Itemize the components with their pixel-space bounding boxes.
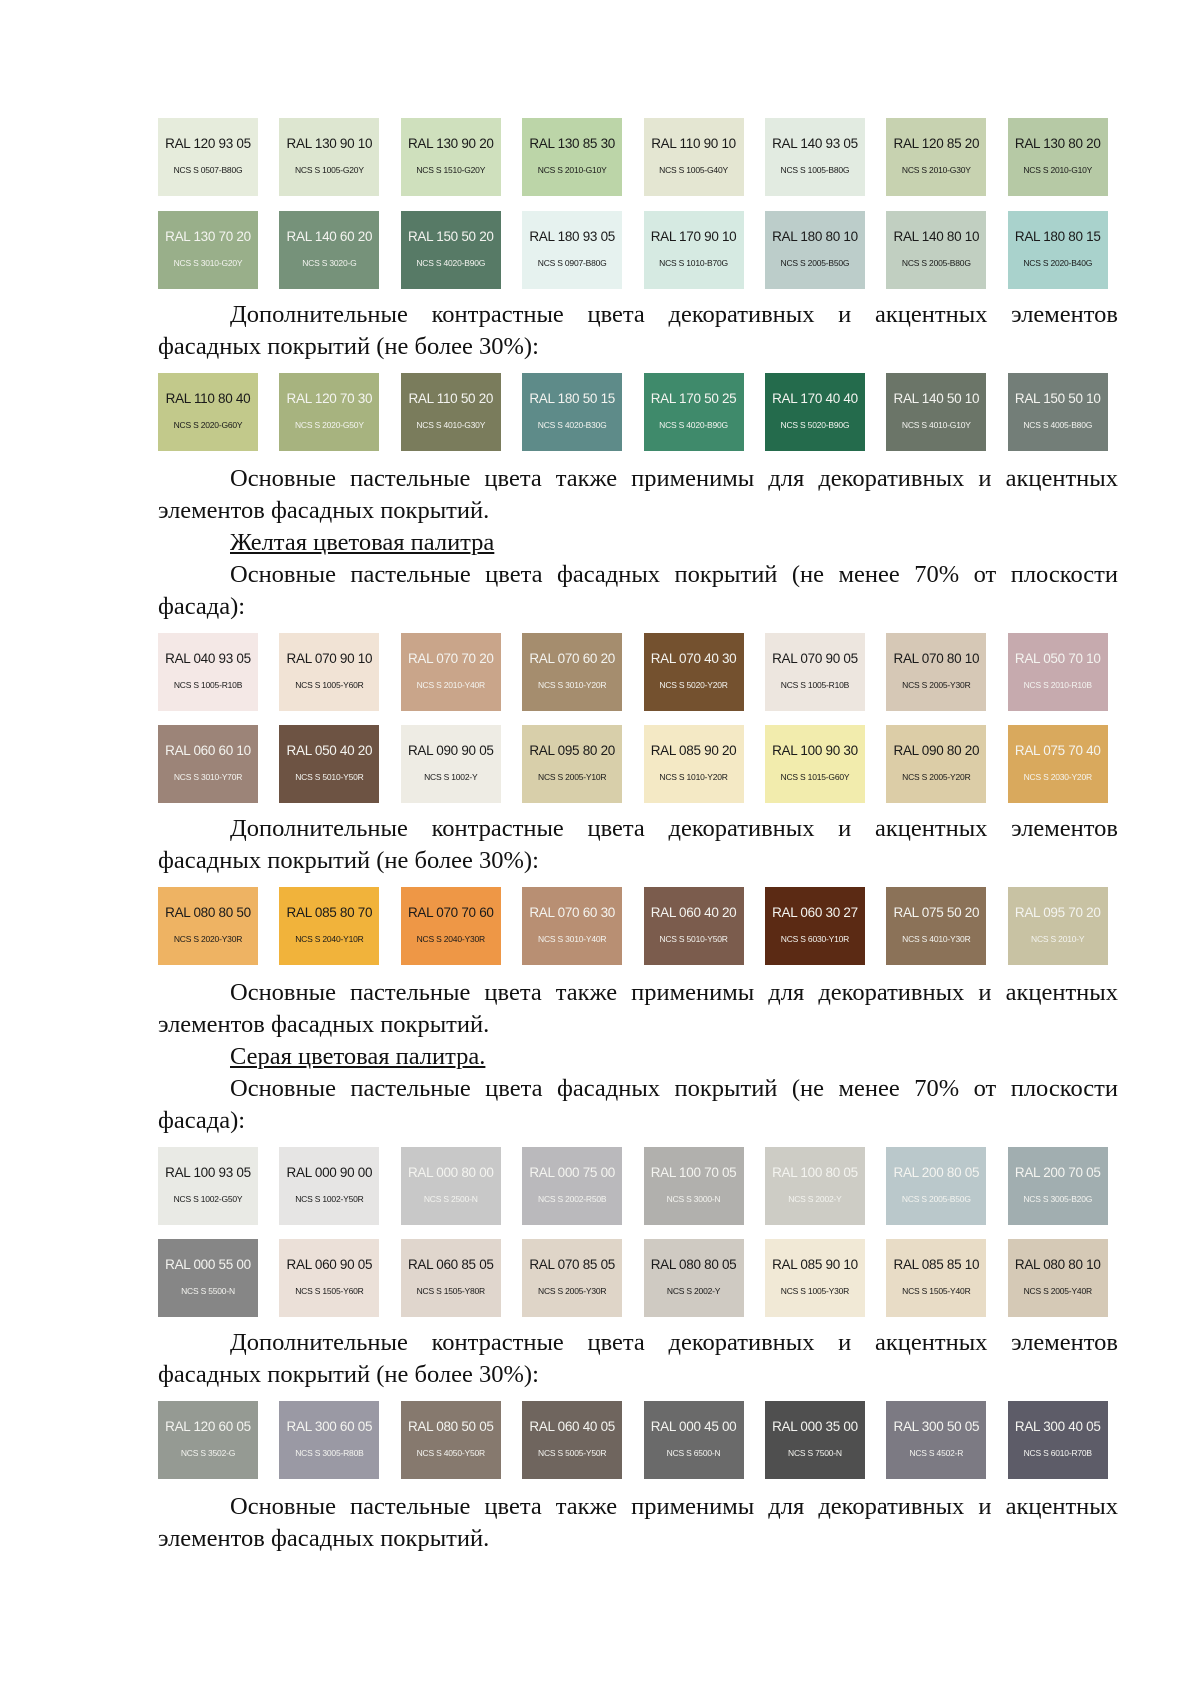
ral-code: RAL 070 60 30 — [529, 905, 615, 920]
ncs-code: NCS S 6010-R70B — [1023, 1448, 1092, 1458]
ral-code: RAL 060 30 27 — [772, 905, 858, 920]
ncs-code: NCS S 2002-R50B — [538, 1194, 607, 1204]
color-swatch — [644, 633, 744, 711]
ral-code: RAL 200 70 05 — [1014, 1165, 1101, 1180]
ncs-code: NCS S 3010-Y20R — [538, 680, 607, 690]
ral-code: RAL 120 93 05 — [165, 136, 251, 151]
ral-code: RAL 090 90 05 — [407, 743, 494, 758]
pastel-note: Основные пастельные цвета также применимы для декоративных и акцентных элементов фасадных покрытий. — [158, 465, 1118, 524]
ncs-code: NCS S 2040-Y10R — [295, 934, 364, 944]
ncs-code: NCS S 2005-Y30R — [538, 1286, 607, 1296]
ral-code: RAL 100 80 05 — [772, 1165, 858, 1180]
color-swatch — [765, 373, 865, 451]
ncs-code: NCS S 3502-G — [180, 1448, 236, 1458]
ncs-code: NCS S 1005-B80G — [780, 165, 850, 175]
color-swatch — [158, 633, 258, 711]
ral-code: RAL 060 85 05 — [407, 1257, 494, 1272]
ral-code: RAL 180 80 15 — [1014, 229, 1101, 244]
extra-colors-text: Дополнительные контрастные цвета декоративных и акцентных элементов фасадных покрытий (не более 30%): — [158, 1329, 1118, 1388]
ncs-code: NCS S 5005-Y50R — [538, 1448, 607, 1458]
color-swatch — [522, 887, 622, 965]
ncs-code: NCS S 2005-B80G — [901, 258, 971, 268]
ral-code: RAL 140 50 10 — [893, 391, 980, 406]
extra-colors-text: Дополнительные контрастные цвета декоративных и акцентных элементов фасадных покрытий (не более 30%): — [158, 301, 1118, 360]
color-swatch — [279, 373, 379, 451]
ral-code: RAL 300 40 05 — [1014, 1419, 1101, 1434]
color-swatch — [765, 633, 865, 711]
ncs-code: NCS S 5020-Y20R — [659, 680, 728, 690]
color-swatch — [401, 118, 501, 196]
color-swatch — [158, 211, 258, 289]
ncs-code: NCS S 1005-G20Y — [294, 165, 364, 175]
color-swatch — [886, 1401, 986, 1479]
color-swatch — [765, 1147, 865, 1225]
color-swatch — [1008, 118, 1108, 196]
ncs-code: NCS S 4010-G30Y — [416, 420, 486, 430]
color-swatch — [886, 1239, 986, 1317]
ral-code: RAL 000 35 00 — [772, 1419, 858, 1434]
ral-code: RAL 090 80 20 — [893, 743, 980, 758]
color-swatch — [279, 633, 379, 711]
swatch-row — [158, 887, 1118, 965]
ncs-code: NCS S 4020-B30G — [537, 420, 607, 430]
color-swatch — [279, 1239, 379, 1317]
ral-code: RAL 170 40 40 — [772, 391, 858, 406]
ral-code: RAL 050 40 20 — [286, 743, 373, 758]
ral-code: RAL 150 50 20 — [407, 229, 494, 244]
ncs-code: NCS S 2010-G30Y — [901, 165, 971, 175]
ncs-code: NCS S 4502-R — [909, 1448, 964, 1458]
ncs-code: NCS S 1015-G60Y — [780, 772, 850, 782]
ral-code: RAL 070 60 20 — [529, 651, 615, 666]
color-swatch — [644, 118, 744, 196]
ncs-code: NCS S 1010-Y20R — [659, 772, 728, 782]
pastel-note: Основные пастельные цвета также применимы для декоративных и акцентных элементов фасадных покрытий. — [158, 1493, 1118, 1552]
ncs-code: NCS S 5020-B90G — [780, 420, 850, 430]
ral-code: RAL 000 55 00 — [165, 1257, 251, 1272]
color-swatch — [158, 887, 258, 965]
ncs-code: NCS S 1005-R10B — [173, 680, 243, 690]
section-heading — [158, 1041, 1118, 1073]
ncs-code: NCS S 3010-G20Y — [173, 258, 243, 268]
ral-code: RAL 300 60 05 — [286, 1419, 373, 1434]
ncs-code: NCS S 6500-N — [666, 1448, 721, 1458]
ral-code: RAL 110 90 10 — [651, 136, 736, 151]
color-swatch — [1008, 1147, 1108, 1225]
color-swatch — [158, 1401, 258, 1479]
ncs-code: NCS S 2010-G10Y — [537, 165, 607, 175]
ncs-code: NCS S 5010-Y50R — [295, 772, 364, 782]
ncs-code: NCS S 4010-G10Y — [901, 420, 971, 430]
ral-code: RAL 070 90 05 — [772, 651, 858, 666]
ncs-code: NCS S 2005-Y20R — [902, 772, 971, 782]
ral-code: RAL 120 85 20 — [893, 136, 980, 151]
color-swatch — [401, 211, 501, 289]
ral-code: RAL 110 80 40 — [165, 391, 251, 406]
color-swatch — [765, 1239, 865, 1317]
ncs-code: NCS S 1510-G20Y — [416, 165, 486, 175]
ral-code: RAL 130 70 20 — [165, 229, 251, 244]
ncs-code: NCS S 4020-B90G — [659, 420, 728, 430]
ral-code: RAL 300 50 05 — [893, 1419, 980, 1434]
ncs-code: NCS S 2030-Y20R — [1023, 772, 1092, 782]
ral-code: RAL 070 80 10 — [893, 651, 980, 666]
color-swatch — [644, 373, 744, 451]
ral-code: RAL 200 80 05 — [893, 1165, 980, 1180]
color-swatch — [1008, 633, 1108, 711]
color-swatch — [522, 1239, 622, 1317]
color-swatch — [886, 118, 986, 196]
color-swatch — [279, 211, 379, 289]
color-swatch — [158, 118, 258, 196]
ncs-code: NCS S 2010-Y — [1031, 934, 1085, 944]
color-swatch — [279, 1147, 379, 1225]
main-colors-text: Основные пастельные цвета фасадных покрытий (не менее 70% от плоскости фасада): — [158, 561, 1118, 620]
yellow-palette-heading: Желтая цветовая палитра — [230, 529, 495, 556]
ral-code: RAL 070 70 60 — [407, 905, 494, 920]
ncs-code: NCS S 3005-B20G — [1023, 1194, 1093, 1204]
ral-code: RAL 080 80 10 — [1014, 1257, 1101, 1272]
ral-code: RAL 130 80 20 — [1014, 136, 1101, 151]
color-swatch — [522, 725, 622, 803]
color-swatch — [1008, 373, 1108, 451]
ral-code: RAL 170 90 10 — [650, 229, 737, 244]
color-swatch — [522, 118, 622, 196]
color-swatch — [886, 373, 986, 451]
ncs-code: NCS S 2005-Y30R — [902, 680, 971, 690]
ncs-code: NCS S 2020-G50Y — [294, 420, 364, 430]
color-swatch — [401, 633, 501, 711]
ral-code: RAL 040 93 05 — [165, 651, 251, 666]
ral-code: RAL 070 90 10 — [286, 651, 373, 666]
swatch-row — [158, 1239, 1118, 1317]
ral-code: RAL 000 80 00 — [407, 1165, 494, 1180]
color-swatch — [401, 1239, 501, 1317]
swatch-row — [158, 118, 1118, 196]
color-swatch — [644, 211, 744, 289]
ncs-code: NCS S 2040-Y30R — [416, 934, 485, 944]
ral-code: RAL 085 80 70 — [286, 905, 373, 920]
color-swatch — [401, 725, 501, 803]
ncs-code: NCS S 0507-B80G — [173, 165, 243, 175]
ral-code: RAL 070 85 05 — [529, 1257, 615, 1272]
ral-code: RAL 060 60 10 — [165, 743, 251, 758]
color-swatch — [522, 633, 622, 711]
ral-code: RAL 130 85 30 — [529, 136, 615, 151]
ral-code: RAL 120 70 30 — [286, 391, 373, 406]
gray-palette-heading: Серая цветовая палитра. — [230, 1043, 486, 1070]
ral-code: RAL 130 90 10 — [286, 136, 373, 151]
ral-code: RAL 180 80 10 — [772, 229, 858, 244]
ral-code: RAL 085 90 20 — [650, 743, 737, 758]
ncs-code: NCS S 0907-B80G — [537, 258, 607, 268]
ral-code: RAL 095 70 20 — [1014, 905, 1101, 920]
swatch-row — [158, 1147, 1118, 1225]
color-swatch — [886, 887, 986, 965]
color-swatch — [279, 118, 379, 196]
color-swatch — [886, 725, 986, 803]
ral-code: RAL 150 50 10 — [1014, 391, 1101, 406]
color-swatch — [644, 725, 744, 803]
ncs-code: NCS S 6030-Y10R — [780, 934, 850, 944]
swatch-row — [158, 373, 1118, 451]
ncs-code: NCS S 5500-N — [181, 1286, 235, 1296]
color-swatch — [158, 725, 258, 803]
ral-code: RAL 060 90 05 — [286, 1257, 373, 1272]
ral-code: RAL 075 70 40 — [1014, 743, 1101, 758]
color-swatch — [644, 887, 744, 965]
ncs-code: NCS S 2005-B50G — [901, 1194, 971, 1204]
color-swatch — [522, 1401, 622, 1479]
ncs-code: NCS S 2500-N — [423, 1194, 478, 1204]
swatch-row — [158, 1401, 1118, 1479]
ral-code: RAL 080 80 05 — [650, 1257, 737, 1272]
ral-code: RAL 050 70 10 — [1014, 651, 1101, 666]
color-swatch — [765, 725, 865, 803]
color-swatch — [886, 1147, 986, 1225]
ncs-code: NCS S 2002-Y — [666, 1286, 721, 1296]
color-swatch — [401, 373, 501, 451]
color-swatch — [644, 1147, 744, 1225]
ral-code: RAL 075 50 20 — [893, 905, 980, 920]
swatch-row — [158, 725, 1118, 803]
ncs-code: NCS S 2005-Y10R — [538, 772, 607, 782]
ral-code: RAL 070 70 20 — [407, 651, 494, 666]
ncs-code: NCS S 2010-G10Y — [1023, 165, 1093, 175]
ncs-code: NCS S 1505-Y40R — [902, 1286, 971, 1296]
color-swatch — [765, 1401, 865, 1479]
color-swatch — [1008, 211, 1108, 289]
ncs-code: NCS S 1005-Y60R — [295, 680, 364, 690]
ncs-code: NCS S 2005-Y40R — [1023, 1286, 1092, 1296]
ncs-code: NCS S 3020-G — [302, 258, 357, 268]
main-colors-text: Основные пастельные цвета фасадных покрытий (не менее 70% от плоскости фасада): — [158, 1075, 1118, 1134]
ral-code: RAL 000 75 00 — [529, 1165, 615, 1180]
ral-code: RAL 060 40 05 — [529, 1419, 615, 1434]
ncs-code: NCS S 4010-Y30R — [902, 934, 971, 944]
ncs-code: NCS S 4020-B90G — [416, 258, 486, 268]
ncs-code: NCS S 1005-R10B — [780, 680, 850, 690]
color-swatch — [1008, 1239, 1108, 1317]
color-swatch — [279, 725, 379, 803]
ral-code: RAL 180 93 05 — [529, 229, 615, 244]
ral-code: RAL 000 90 00 — [286, 1165, 373, 1180]
color-swatch — [401, 1147, 501, 1225]
ral-code: RAL 100 90 30 — [772, 743, 858, 758]
color-swatch — [279, 887, 379, 965]
color-swatch — [158, 373, 258, 451]
ral-code: RAL 080 50 05 — [407, 1419, 494, 1434]
ral-code: RAL 180 50 15 — [529, 391, 615, 406]
color-swatch — [886, 211, 986, 289]
ncs-code: NCS S 3005-R80B — [295, 1448, 364, 1458]
ncs-code: NCS S 1505-Y80R — [416, 1286, 485, 1296]
ral-code: RAL 140 60 20 — [286, 229, 373, 244]
ral-code: RAL 170 50 25 — [650, 391, 737, 406]
ral-code: RAL 095 80 20 — [529, 743, 615, 758]
color-swatch — [279, 1401, 379, 1479]
ral-code: RAL 085 90 10 — [772, 1257, 858, 1272]
ral-code: RAL 130 90 20 — [407, 136, 494, 151]
ncs-code: NCS S 2010-Y40R — [416, 680, 485, 690]
ncs-code: NCS S 2020-B40G — [1023, 258, 1093, 268]
color-swatch — [522, 211, 622, 289]
color-swatch — [158, 1239, 258, 1317]
ncs-code: NCS S 4005-B80G — [1023, 420, 1093, 430]
ncs-code: NCS S 2020-Y30R — [173, 934, 243, 944]
color-swatch — [765, 211, 865, 289]
palette-page — [158, 118, 1118, 1555]
color-swatch — [158, 1147, 258, 1225]
ncs-code: NCS S 1002-Y50R — [295, 1194, 364, 1204]
ral-code: RAL 085 85 10 — [893, 1257, 980, 1272]
pastel-note: Основные пастельные цвета также применимы для декоративных и акцентных элементов фасадных покрытий. — [158, 979, 1118, 1038]
ncs-code: NCS S 1010-B70G — [659, 258, 728, 268]
ral-code: RAL 140 93 05 — [772, 136, 858, 151]
ral-code: RAL 080 80 50 — [165, 905, 251, 920]
ral-code: RAL 100 93 05 — [165, 1165, 251, 1180]
color-swatch — [1008, 887, 1108, 965]
ncs-code: NCS S 4050-Y50R — [416, 1448, 485, 1458]
ncs-code: NCS S 3010-Y40R — [538, 934, 607, 944]
color-swatch — [1008, 725, 1108, 803]
color-swatch — [401, 887, 501, 965]
ncs-code: NCS S 1005-G40Y — [659, 165, 728, 175]
ncs-code: NCS S 2002-Y — [788, 1194, 842, 1204]
color-swatch — [765, 887, 865, 965]
ral-code: RAL 000 45 00 — [650, 1419, 737, 1434]
ncs-code: NCS S 2010-R10B — [1023, 680, 1092, 690]
ncs-code: NCS S 3010-Y70R — [173, 772, 243, 782]
ncs-code: NCS S 3000-N — [666, 1194, 721, 1204]
ncs-code: NCS S 1505-Y60R — [295, 1286, 364, 1296]
color-swatch — [765, 118, 865, 196]
color-swatch — [1008, 1401, 1108, 1479]
ncs-code: NCS S 1002-G50Y — [173, 1194, 243, 1204]
color-swatch — [401, 1401, 501, 1479]
ral-code: RAL 060 40 20 — [650, 905, 737, 920]
color-swatch — [522, 1147, 622, 1225]
swatch-row — [158, 633, 1118, 711]
ral-code: RAL 110 50 20 — [408, 391, 494, 406]
ncs-code: NCS S 7500-N — [788, 1448, 842, 1458]
section-heading — [158, 527, 1118, 559]
color-swatch — [644, 1401, 744, 1479]
ncs-code: NCS S 1002-Y — [424, 772, 478, 782]
ral-code: RAL 120 60 05 — [165, 1419, 251, 1434]
ral-code: RAL 070 40 30 — [650, 651, 737, 666]
ral-code: RAL 100 70 05 — [650, 1165, 737, 1180]
ncs-code: NCS S 2005-B50G — [780, 258, 850, 268]
ral-code: RAL 140 80 10 — [893, 229, 980, 244]
color-swatch — [644, 1239, 744, 1317]
color-swatch — [886, 633, 986, 711]
ncs-code: NCS S 1005-Y30R — [780, 1286, 850, 1296]
swatch-row — [158, 211, 1118, 289]
extra-colors-text: Дополнительные контрастные цвета декоративных и акцентных элементов фасадных покрытий (не более 30%): — [158, 815, 1118, 874]
ncs-code: NCS S 2020-G60Y — [173, 420, 243, 430]
color-swatch — [522, 373, 622, 451]
ncs-code: NCS S 5010-Y50R — [659, 934, 728, 944]
